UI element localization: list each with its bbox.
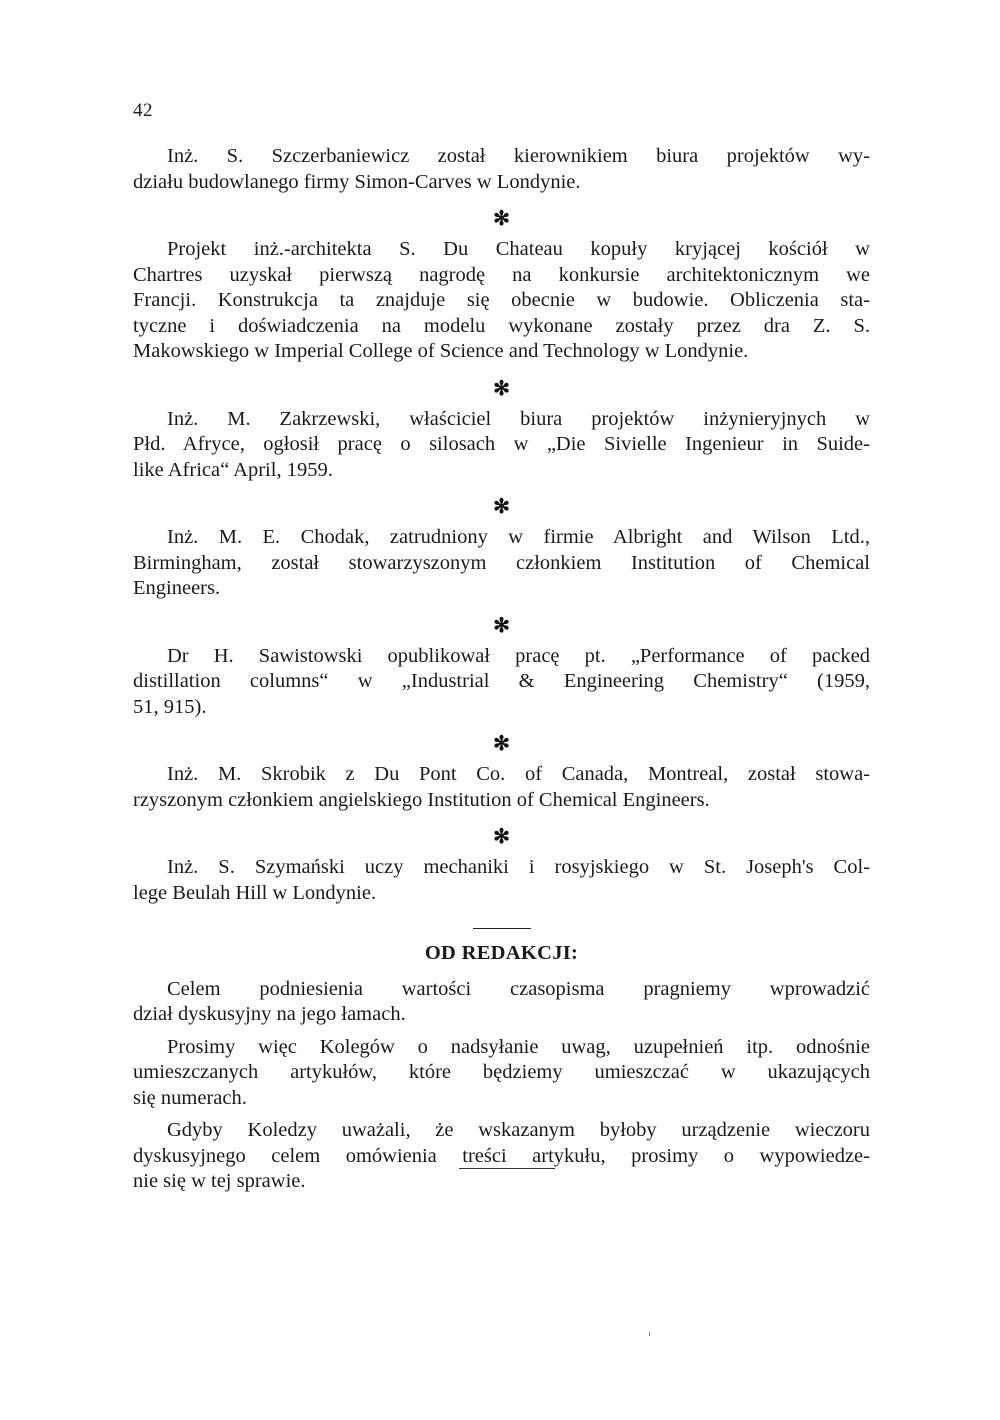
text-line: distillation columns“ w „Industrial & Engineering Chemistry“ (1959, [133,670,870,692]
text-line: się numerach. [133,1086,247,1109]
text-line: działu budowlanego firmy Simon-Carves w Londynie. [133,170,581,193]
text-line: Birmingham, został stowarzyszonym członkiem Institution of Chemical [133,551,870,574]
editorial-paragraph [133,977,870,1028]
text-line: 51, 915). [133,695,207,718]
news-note [133,855,870,906]
text-line: Dr H. Sawistowski opublikował pracę pt. „Performance of packed [167,644,870,667]
text-line: lege Beulah Hill w Londynie. [133,881,377,904]
news-note [133,762,870,813]
news-note [133,525,870,602]
text-line: Celem podniesienia wartości czasopisma pragniemy wprowadzić [167,977,870,1000]
text-line: Inż. M. Skrobik z Du Pont Co. of Canada, Montreal, został stowa- [167,763,870,785]
text-line: Inż. M. E. Chodak, zatrudniony w firmie Albright and Wilson Ltd., [167,526,870,548]
text-line: Gdyby Koledzy uważali, że wskazanym byłoby urządzenie wieczoru [167,1119,870,1141]
asterisk-separator-icon: ✻ [493,377,510,400]
text-line: Prosimy więc Kolegów o nadsyłanie uwag, uzupełnień itp. odnośnie [167,1035,870,1058]
text-line: Płd. Afryce, ogłosił pracę o silosach w „Die Sivielle Ingenieur in Suide- [133,433,870,455]
scan-speck [649,1332,650,1336]
text-line: Chartres uzyskał pierwszą nagrodę na konkursie architektonicznym we [133,263,870,286]
section-divider [473,928,531,929]
text-line: like Africa“ April, 1959. [133,458,333,481]
page-number: 42 [133,100,153,121]
news-note [133,407,870,484]
news-note [133,644,870,721]
text-line: umieszczanych artykułów, które będziemy umieszczać w ukazujących [133,1061,870,1083]
news-note [133,144,870,195]
asterisk-separator-icon: ✻ [493,208,510,230]
text-column [133,144,870,1202]
news-note [133,237,870,365]
asterisk-separator-icon: ✻ [493,826,510,848]
text-line: Francji. Konstrukcja ta znajduje się obecnie w budowie. Obliczenia sta- [133,289,870,311]
text-line: Inż. S. Szczerbaniewicz został kierownikiem biura projektów wy- [167,145,870,167]
end-divider [459,1168,555,1169]
text-line: Engineers. [133,577,221,599]
asterisk-separator-icon: ✻ [493,733,510,755]
editorial-section [133,941,870,1195]
text-line: Inż. S. Szymański uczy mechaniki i rosyjskiego w St. Joseph's Col- [167,856,870,878]
asterisk-separator-icon: ✻ [493,614,510,637]
text-line: nie się w tej sprawie. [133,1170,306,1192]
text-line: dyskusyjnego celem omówienia treści artykułu, prosimy o wypowiedze- [133,1144,870,1167]
text-line: rzyszonym członkiem angielskiego Institution of Chemical Engineers. [133,788,710,811]
text-line: tyczne i doświadczenia na modelu wykonane zostały przez dra Z. S. [133,314,870,337]
editorial-paragraph [133,1118,870,1195]
text-line: Makowskiego w Imperial College of Science and Technology w Londynie. [133,340,749,362]
asterisk-separator-icon: ✻ [493,496,510,518]
text-line: Inż. M. Zakrzewski, właściciel biura projektów inżynieryjnych w [167,407,870,430]
section-heading: OD REDAKCJI: [424,942,579,964]
editorial-paragraph [133,1035,870,1112]
text-line: dział dyskusyjny na jego łamach. [133,1003,406,1025]
text-line: Projekt inż.-architekta S. Du Chateau kopuły kryjącej kościół w [167,238,870,260]
